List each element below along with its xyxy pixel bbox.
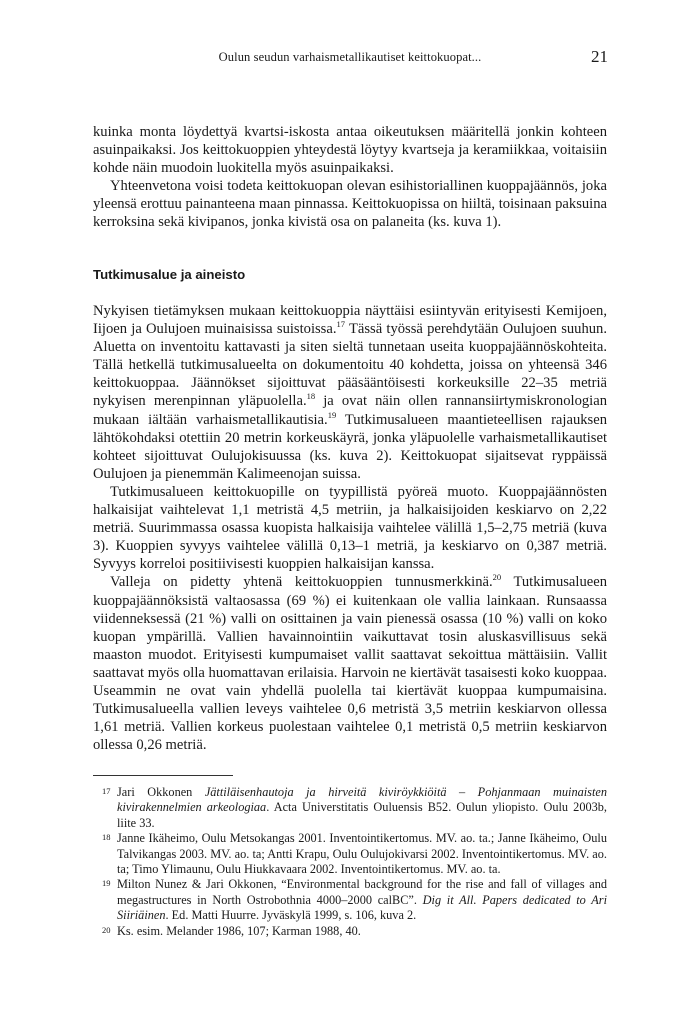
paragraph-text: Tutkimusalueen maantieteellisen rajauksen lähtökohdaksi otettiin 20 metrin korkeuskäyrä, jonka yläpuolelle varhaismetallikautiset kohteet sijoittuvat Oulujokisuussa (ks. kuva 2). Keittokuopat sijaitsevat ryppäissä Oulujoen ja pienemmän Kalimeenojan suissa.: [93, 411, 607, 482]
footnote-text: . Acta Universtitatis Ouluensis B52. Oulun yliopisto. Oulu 2003b, liite 33.: [117, 800, 607, 830]
footnote-19: [93, 877, 607, 923]
section-paragraph-3: [93, 573, 607, 754]
paragraph-text: Tutkimusalueen kuoppajäännöksistä valtaosassa (69 %) ei kuitenkaan ole vallia lainkaan. Runsaassa viidenneksessä (21 %) valli on osittainen ja vain pienessä osassa (10 %) valli on koko kuopan ympärillä. Vallien havainnointiin vaikuttavat tosin aluskasvillisuus sekä maaston muodot. Erityisesti kumpumaiset vallit saattavat sekoittua mättäisiin. Vallit saattavat myös olla huomattavan erilaisia. Harvoin ne kiertävät tasaisesti koko kuoppaa. Useammin ne ovat vain yhdellä puolella tai kiertävät kuoppaa kumpumaisina. Tutkimusalueella vallien leveys vaihtelee 0,6 metristä 3,5 metriin keskiarvon ollessa 1,61 metriä. Vallien korkeus puolestaan vaihtelee 0,1 metristä 0,5 metriin keskiarvon ollessa 0,26 metriä.: [93, 574, 607, 754]
section-text-block: [93, 302, 607, 754]
paragraph-text: Nykyisen tietämyksen mukaan keittokuoppia näyttäisi esiintyvän erityisesti Kemijoen, Iijoen ja Oulujoen muinaisissa suistoissa.: [93, 303, 607, 338]
intro-paragraph-2: Yhteenvetona voisi todeta keittokuopan olevan esihistoriallinen kuoppajäännös, joka yleensä erottuu painanteena maan pinnassa. Keittokuopissa on hiiltä, toisinaan paksuina kerroksina sekä kivipanos, jonka kivistä osa on palaneita (ks. kuva 1).: [93, 178, 607, 231]
footnote-ref-19[interactable]: 19: [327, 409, 337, 420]
intro-paragraph-1: kuinka monta löydettyä kvartsi-iskosta antaa oikeutuksen määritellä jonkin kohteen asuinpaikaksi. Jos keittokuoppien yhteydestä löytyy kvartseja ja keramiikkaa, voitaisiin kohde näin muodoin luokitella myös asuinpaikaksi.: [93, 124, 607, 177]
footnote-number: 17: [102, 786, 111, 796]
paragraph-text: ja ovat näin ollen rannansiirtymiskronologian mukaan iältään varhaismetallikautisia.: [93, 393, 607, 428]
footnote-text: Ks. esim. Melander 1986, 107; Karman 1988, 40.: [117, 923, 361, 938]
footnote-ref-18[interactable]: 18: [306, 391, 316, 402]
footnote-number: 20: [102, 924, 111, 935]
section-paragraph-1: [93, 302, 607, 483]
footnote-text: Jari Okkonen: [117, 785, 205, 799]
footnote-18: [93, 831, 607, 877]
footnote-number: 19: [102, 878, 111, 889]
paragraph-text: Tässä työssä perehdytään Oulujoen suuhun. Aluetta on inventoitu kattavasti ja siten sieltä tunnetaan useita kuoppajäännöskohteita. Tällä hetkellä tutkimusalueelta on dokumentoitu 40 kohdetta, joissa on yhteensä 346 keittokuoppaa. Jäännökset sijoittuvat pääsääntöisesti korkeuksille 22–35 metriä nykyisen merenpinnan yläpuolella.: [93, 321, 608, 410]
footnote-text: . Ed. Matti Huurre. Jyväskylä 1999, s. 106, kuva 2.: [165, 908, 417, 923]
footnote-title: Dig it All. Papers dedicated to Ari Siiriäinen: [117, 892, 607, 923]
footnote-ref-20[interactable]: 20: [492, 572, 502, 583]
intro-text-block: [93, 123, 607, 232]
footnote-divider: [93, 775, 233, 776]
paragraph-text: Valleja on pidetty yhtenä keittokuoppien tunnusmerkkinä.: [110, 574, 493, 591]
footnote-20: [93, 924, 607, 939]
page-number: 21: [591, 47, 608, 66]
section-heading: Tutkimusalue ja aineisto: [93, 267, 246, 282]
footnote-title: Jättiläisenhautoja ja hirveitä kiviröykkiöitä – Pohjanmaan muinaisten kivirakennelmien arkeologiaa: [117, 785, 607, 815]
footnote-ref-17[interactable]: 17: [336, 319, 345, 330]
footnotes: [93, 785, 607, 939]
footnote-text: Janne Ikäheimo, Oulu Metsokangas 2001. Inventointikertomus. MV. ao. ta.; Janne Ikäheimo, Oulu Talvikangas 2003. MV. ao. ta; Antti Krapu, Oulu Oulujokivarsi 2002. Inventointikertomus. MV. ao. ta; Timo Ylimaunu, Oulu Hiukkavaara 2002. Inventointikertomus. MV. ao. ta.: [117, 831, 607, 877]
section-paragraph-2: Tutkimusalueen keittokuopille on tyypillistä pyöreä muoto. Kuoppajäännösten halkaisijat vaihtelevat 1,1 metristä 4,5 metriin, ja halkaisijoiden keskiarvo on 2,22 metriä. Suurimmassa osassa kuopista halkaisija vaihtelee välillä 1,5–2,75 metriä (kuva 3). Kuoppien syvyys vaihtelee välillä 0,13–1 metriä, ja keskiarvo on 0,387 metriä. Syvyys korreloi positiivisesti kuoppien halkaisijan kanssa.: [93, 483, 607, 573]
running-header-title: Oulun seudun varhaismetallikautiset keittokuopat...: [218, 50, 482, 64]
footnote-17: [93, 785, 607, 831]
footnote-number: 18: [102, 832, 111, 843]
footnote-text: Milton Nunez & Jari Okkonen, “Environmental background for the rise and fall of villages and megastructures in North Ostrobothnia 4000–2000 calBC”.: [117, 877, 607, 907]
